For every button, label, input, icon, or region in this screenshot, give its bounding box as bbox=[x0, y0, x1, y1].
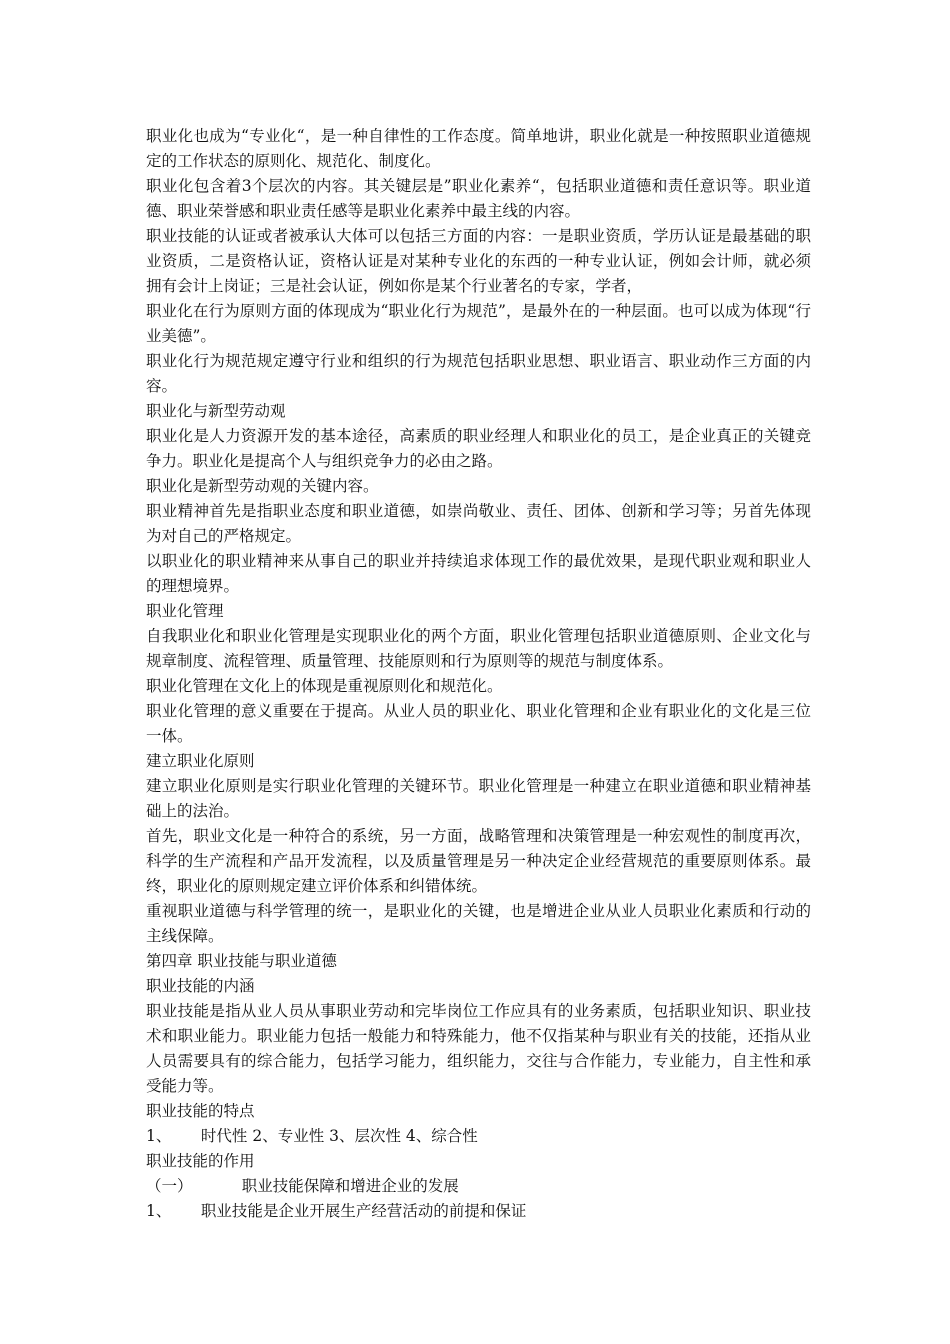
heading-skill-role: 职业技能的作用 bbox=[146, 1152, 255, 1170]
chapter-heading-four: 第四章 职业技能与职业道德 bbox=[146, 952, 337, 970]
heading-skill-features: 职业技能的特点 bbox=[146, 1102, 255, 1120]
heading-establish-principles: 建立职业化原则 bbox=[146, 752, 255, 770]
heading-professional-management: 职业化管理 bbox=[146, 602, 224, 620]
paragraph-key-content: 职业化是新型劳动观的关键内容。 bbox=[146, 477, 379, 495]
list-item-skill-premise: 1、 职业技能是企业开展生产经营活动的前提和保证 bbox=[146, 1202, 527, 1220]
paragraph-ethics-and-management: 重视职业道德与科学管理的统一，是职业化的关键，也是增进企业从业人员职业化素质和行动的主线保障。 bbox=[146, 902, 811, 945]
paragraph-key-link: 建立职业化原则是实行职业化管理的关键环节。职业化管理是一种建立在职业道德和职业精神基础上的法治。 bbox=[146, 777, 811, 820]
paragraph-management-meaning: 职业化管理的意义重要在于提高。从业人员的职业化、职业化管理和企业有职业化的文化是三位一体。 bbox=[146, 702, 811, 745]
paragraph-self-and-management: 自我职业化和职业化管理是实现职业化的两个方面，职业化管理包括职业道德原则、企业文化与规章制度、流程管理、质量管理、技能原则和行为原则等的规范与制度体系。 bbox=[146, 627, 811, 670]
paragraph-skill-definition: 职业技能是指从业人员从事职业劳动和完毕岗位工作应具有的业务素质，包括职业知识、职业技术和职业能力。职业能力包括一般能力和特殊能力，他不仅指某种与职业有关的技能，还指从业人员需要具有的综合能力，包括学习能力，组织能力，交往与合作能力，专业能力，自主性和承受能力等。 bbox=[146, 1002, 811, 1095]
paragraph-behavior-principles: 职业化在行为原则方面的体现成为“职业化行为规范”，是最外在的一种层面。也可以成为体现“行业美德”。 bbox=[146, 302, 811, 345]
paragraph-behavior-norms: 职业化行为规范规定遵守行业和组织的行为规范包括职业思想、职业语言、职业动作三方面的内容。 bbox=[146, 352, 811, 395]
paragraph-hr-development: 职业化是人力资源开发的基本途径，高素质的职业经理人和职业化的员工，是企业真正的关键竞争力。职业化是提高个人与组织竞争力的必由之路。 bbox=[146, 427, 811, 470]
heading-new-labor-view: 职业化与新型劳动观 bbox=[146, 402, 286, 420]
document-body bbox=[146, 124, 811, 1224]
heading-skill-connotation: 职业技能的内涵 bbox=[146, 977, 255, 995]
paragraph-three-levels: 职业化包含着3个层次的内容。其关键层是”职业化素养“，包括职业道德和责任意识等。职业道德、职业荣誉感和职业责任感等是职业化素养中最主线的内容。 bbox=[146, 177, 811, 220]
paragraph-professional-spirit: 职业精神首先是指职业态度和职业道德，如崇尚敬业、责任、团体、创新和学习等；另首先体现为对自己的严格规定。 bbox=[146, 502, 811, 545]
paragraph-professionalization-definition: 职业化也成为“专业化“，是一种自律性的工作态度。简单地讲，职业化就是一种按照职业道德规定的工作状态的原则化、规范化、制度化。 bbox=[146, 127, 811, 170]
paragraph-skill-certification: 职业技能的认证或者被承认大体可以包括三方面的内容：一是职业资质，学历认证是最基础的职业资质，二是资格认证，资格认证是对某种专业化的东西的一种专业认证，例如会计师，就必须拥有会计上岗证；三是社会认证，例如你是某个行业著名的专家，学者， bbox=[146, 227, 811, 295]
sub-heading-skill-guarantee: （一） 职业技能保障和增进企业的发展 bbox=[146, 1177, 459, 1195]
paragraph-system-description: 首先，职业文化是一种符合的系统，另一方面，战略管理和决策管理是一种宏观性的制度再次，科学的生产流程和产品开发流程，以及质量管理是另一种决定企业经营规范的重要原则体系。最终，职业化的原则规定建立评价体系和纠错体统。 bbox=[146, 827, 811, 895]
paragraph-culture-embodiment: 职业化管理在文化上的体现是重视原则化和规范化。 bbox=[146, 677, 503, 695]
list-skill-features: 1、 时代性 2、专业性 3、层次性 4、综合性 bbox=[146, 1127, 478, 1145]
paragraph-ideal-state: 以职业化的职业精神来从事自己的职业并持续追求体现工作的最优效果，是现代职业观和职业人的理想境界。 bbox=[146, 552, 811, 595]
